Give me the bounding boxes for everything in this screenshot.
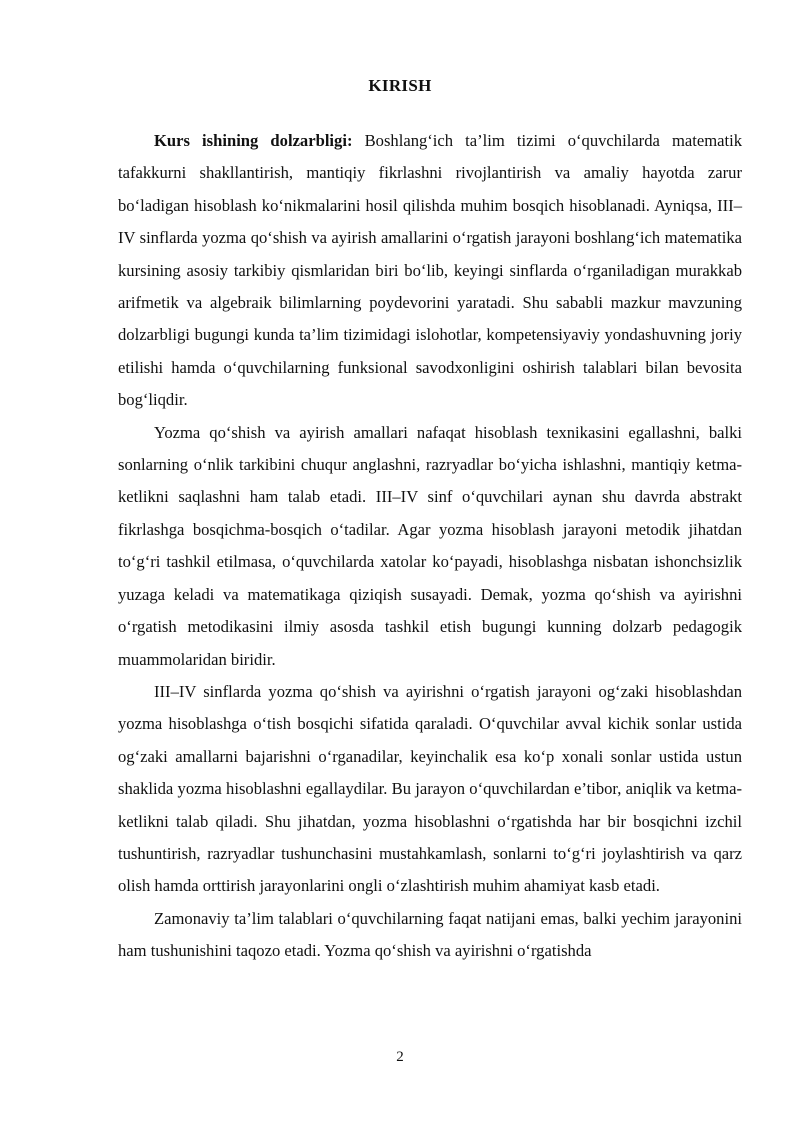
- paragraph-lead: Kurs ishining dolzarbligi:: [154, 131, 353, 150]
- paragraph-written-operations: Yozma qo‘shish va ayirish amallari nafaqat hisoblash texnikasini egallashni, balki sonlarning o‘nlik tarkibini chuqur anglashni, razryadlar bo‘yicha ishlashni, mantiqiy ketma-ketlikni saqlashni ham talab etadi. III–IV sinf o‘quvchilari aynan shu davrda abstrakt fikrlashga bosqichma-bosqich o‘tadilar. Agar yozma hisoblash jarayoni metodik jihatdan to‘g‘ri tashkil etilmasa, o‘quvchilarda xatolar ko‘payadi, hisoblashga nisbatan ishonchsizlik yuzaga keladi va matematikaga qiziqish susayadi. Demak, yozma qo‘shish va ayirishni o‘rgatish metodikasini ilmiy asosda tashkil etish bugungi kunning dolzarb pedagogik muammolaridan biridir.: [118, 422, 742, 669]
- paragraph-relevance: [118, 125, 742, 417]
- page-number: 2: [396, 1049, 404, 1065]
- section-heading: KIRISH: [368, 76, 432, 95]
- paragraph-oral-to-written: III–IV sinflarda yozma qo‘shish va ayirishni o‘rgatish jarayoni og‘zaki hisoblashdan yozma hisoblashga o‘tish bosqichi sifatida qaraladi. O‘quvchilar avval kichik sonlar ustida og‘zaki amallarni bajarishni o‘rganadilar, keyinchalik esa ko‘p xonali sonlar ustida ustun shaklida yozma hisoblashni egallaydilar. Bu jarayon o‘quvchilardan e’tibor, aniqlik va ketma-ketlikni talab qiladi. Shu jihatdan, yozma hisoblashni o‘rgatishda har bir bosqichni izchil tushuntirish, razryadlar tushunchasini mustahkamlash, sonlarni to‘g‘ri joylashtirish va qarz olish hamda orttirish jarayonlarini ongli o‘zlashtirish muhim ahamiyat kasb etadi.: [118, 681, 742, 896]
- document-body: [118, 125, 742, 968]
- paragraph-text: Boshlang‘ich ta’lim tizimi o‘quvchilarda matematik tafakkurni shakllantirish, mantiqiy fikrlashni rivojlantirish va amaliy hayotda zarur bo‘ladigan hisoblash ko‘nikmalarini hosil qilishda muhim bosqich hisoblanadi. Ayniqsa, III–IV sinflarda yozma qo‘shish va ayirish amallarini o‘rgatish jarayoni boshlang‘ich matematika kursining asosiy tarkibiy qismlaridan biri bo‘lib, keyingi sinflarda o‘rganiladigan murakkab arifmetik va algebraik bilimlarning poydevorini yaratadi. Shu sababli mazkur mavzuning dolzarbligi bugungi kunda ta’lim tizimidagi islohotlar, kompetensiyaviy yondashuvning joriy etilishi hamda o‘quvchilarning funksional savodxonligini oshirish talablari bilan bevosita bog‘liqdir.: [118, 131, 743, 410]
- paragraph-modern-requirements: Zamonaviy ta’lim talablari o‘quvchilarning faqat natijani emas, balki yechim jarayonini ham tushunishini taqozo etadi. Yozma qo‘shish va ayirishni o‘rgatishda: [118, 908, 742, 961]
